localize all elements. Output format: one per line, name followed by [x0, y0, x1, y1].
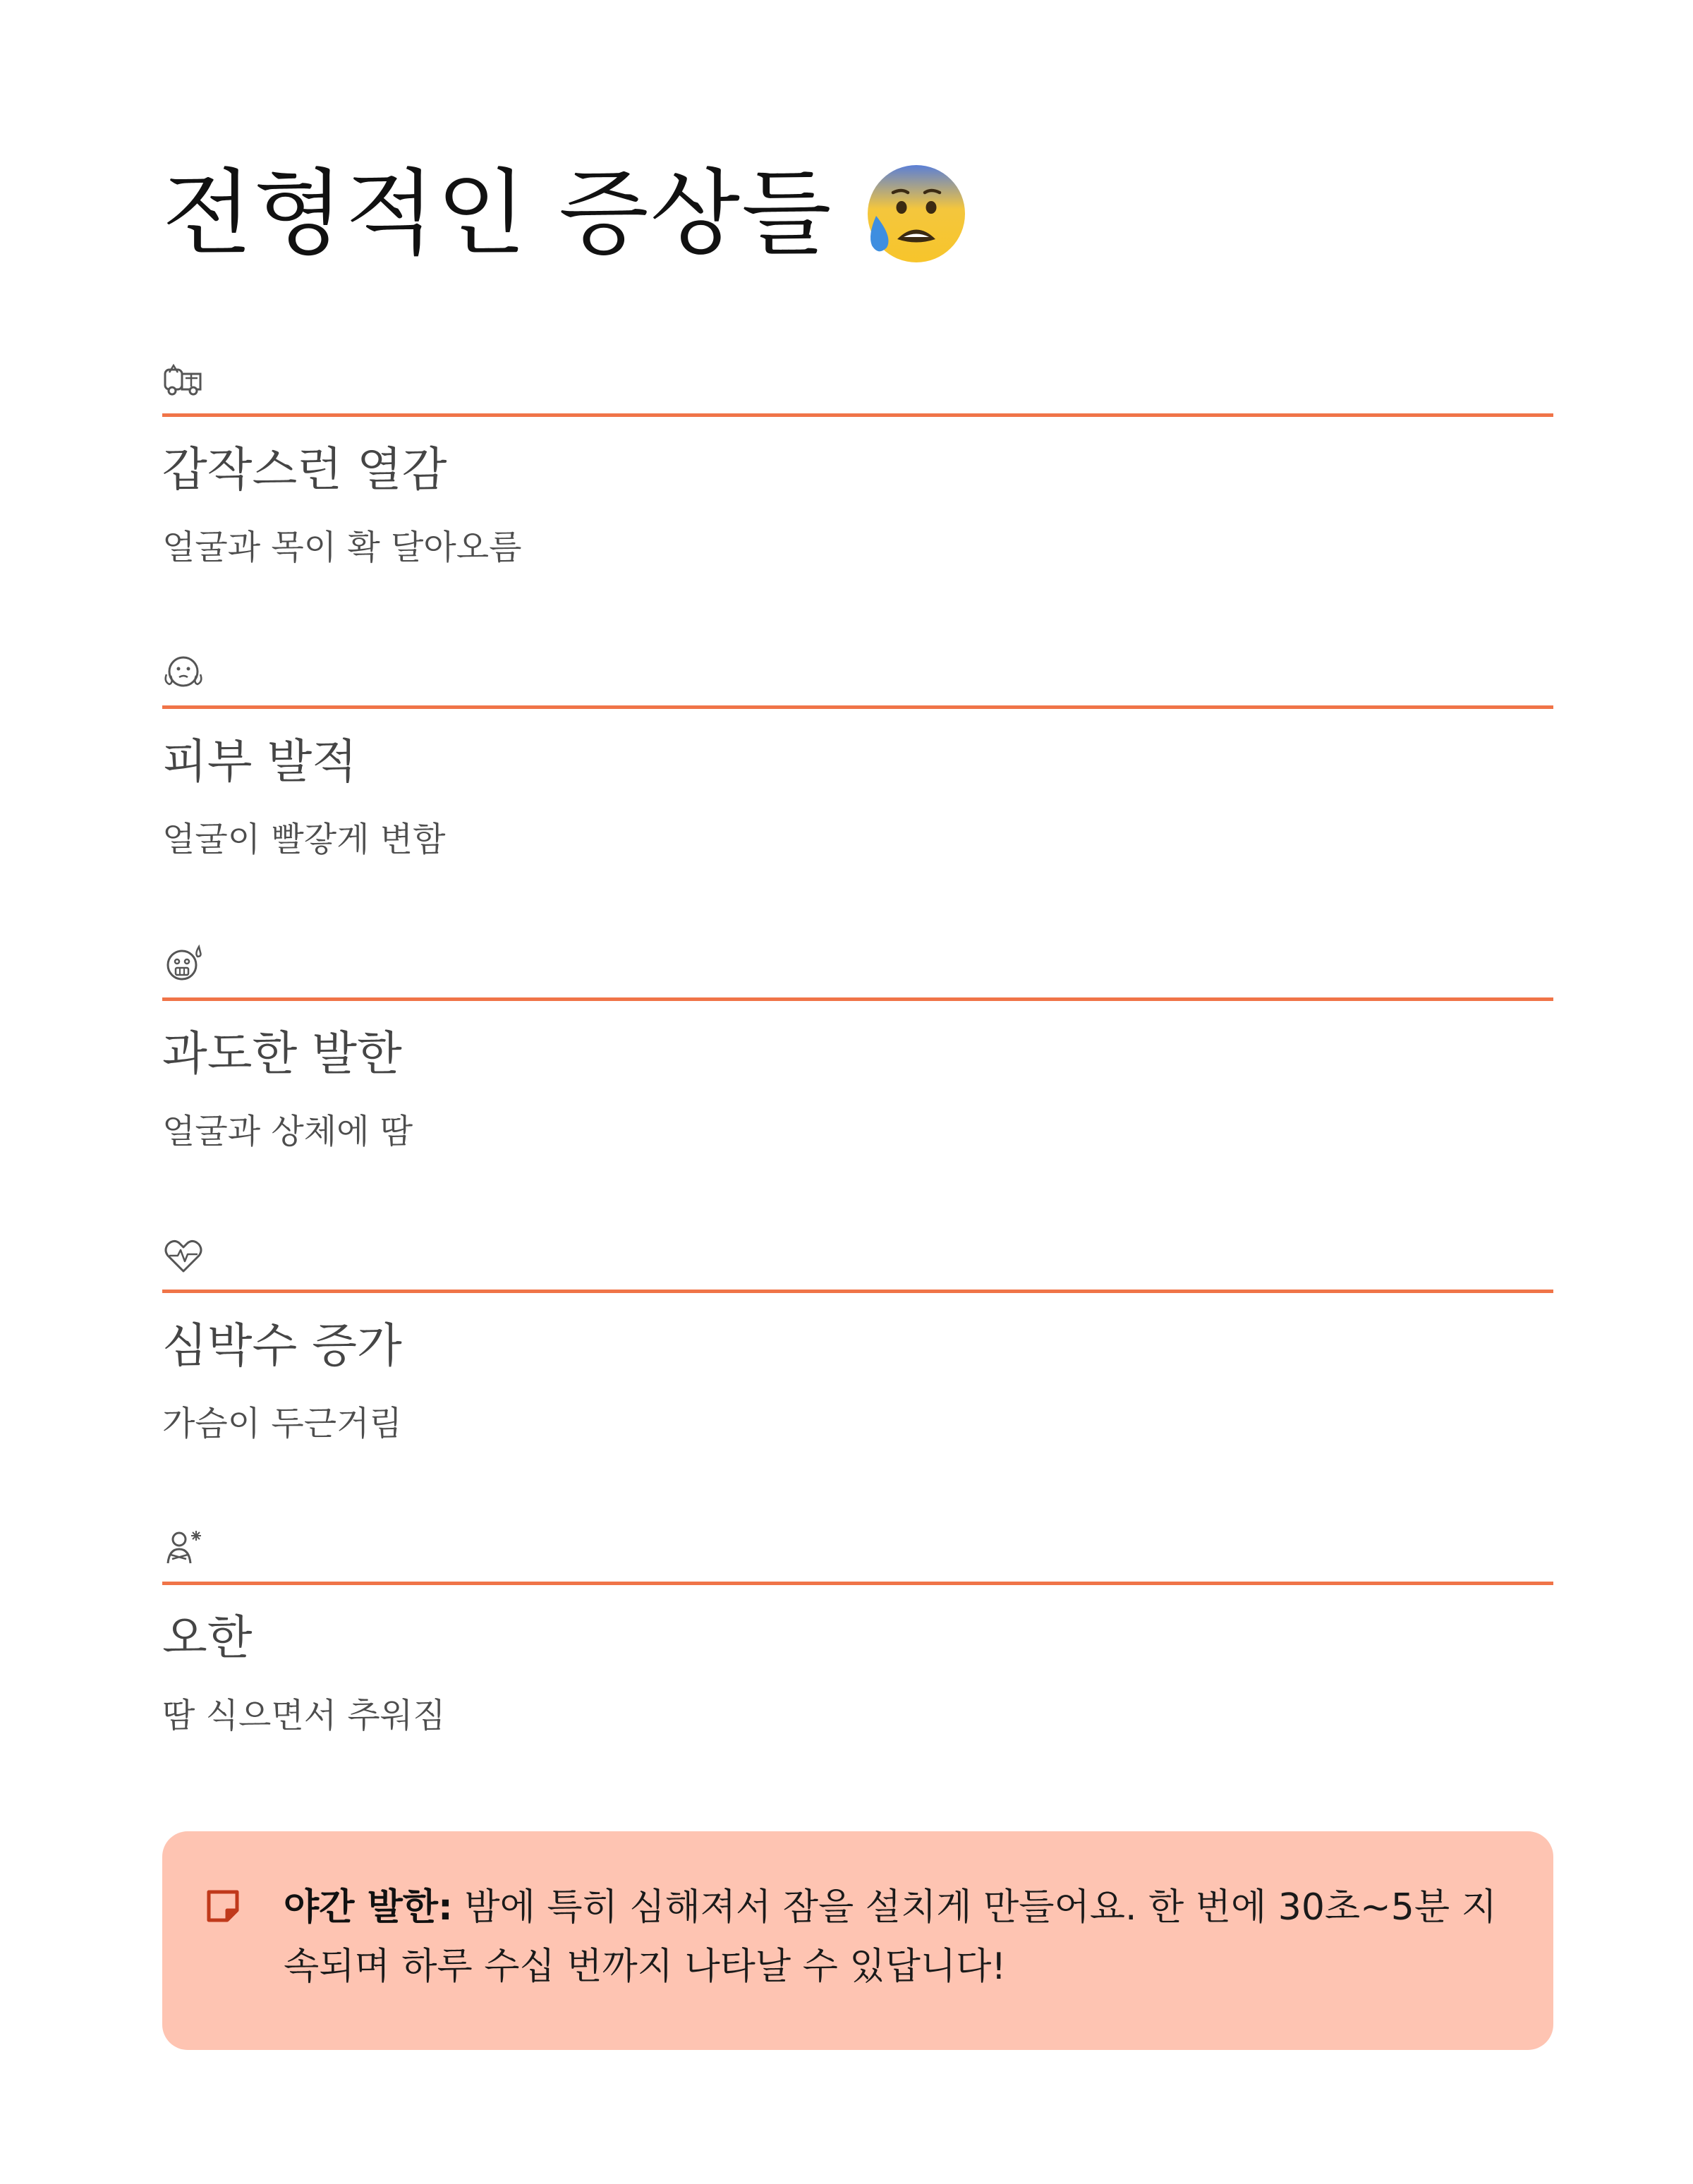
symptom-name: 피부 발적 [162, 734, 358, 789]
hot-sweating-face-icon [162, 942, 205, 985]
anxious-face-with-sweat-icon [861, 161, 967, 267]
accent-divider [162, 1582, 1553, 1585]
symptom-description: 얼굴이 빨갛게 변함 [162, 820, 446, 859]
heart-pulse-icon [162, 1234, 205, 1277]
symptom-name: 오한 [162, 1610, 253, 1665]
symptom-description: 가슴이 두근거림 [162, 1404, 402, 1443]
page-title: 전형적인 증상들 [162, 159, 833, 268]
accent-divider [162, 1290, 1553, 1293]
symptom-description: 땀 식으면서 추워짐 [162, 1696, 446, 1735]
ambulance-icon [162, 358, 205, 401]
accent-divider [162, 997, 1553, 1001]
callout-text [284, 1878, 1511, 1996]
symptom-description: 얼굴과 상체에 땀 [162, 1112, 413, 1151]
accent-divider [162, 413, 1553, 417]
title-row [162, 161, 967, 267]
symptom-name: 심박수 증가 [162, 1318, 402, 1373]
callout-label: 야간 발한: [284, 1886, 453, 1929]
symptom-name: 갑작스런 열감 [162, 442, 447, 497]
sticky-note-icon [205, 1888, 241, 1924]
symptom-name: 과도한 발한 [162, 1026, 402, 1081]
night-sweats-callout [162, 1831, 1553, 2050]
accent-divider [162, 705, 1553, 709]
symptom-description: 얼굴과 목이 확 달아오름 [162, 528, 522, 567]
callout-body: 밤에 특히 심해져서 잠을 설치게 만들어요. 한 번에 30초~5분 지속되며 하루 수십 번까지 나타날 수 있답니다! [284, 1886, 1497, 1988]
flushed-face-icon [162, 650, 205, 693]
person-cold-icon [162, 1527, 205, 1569]
